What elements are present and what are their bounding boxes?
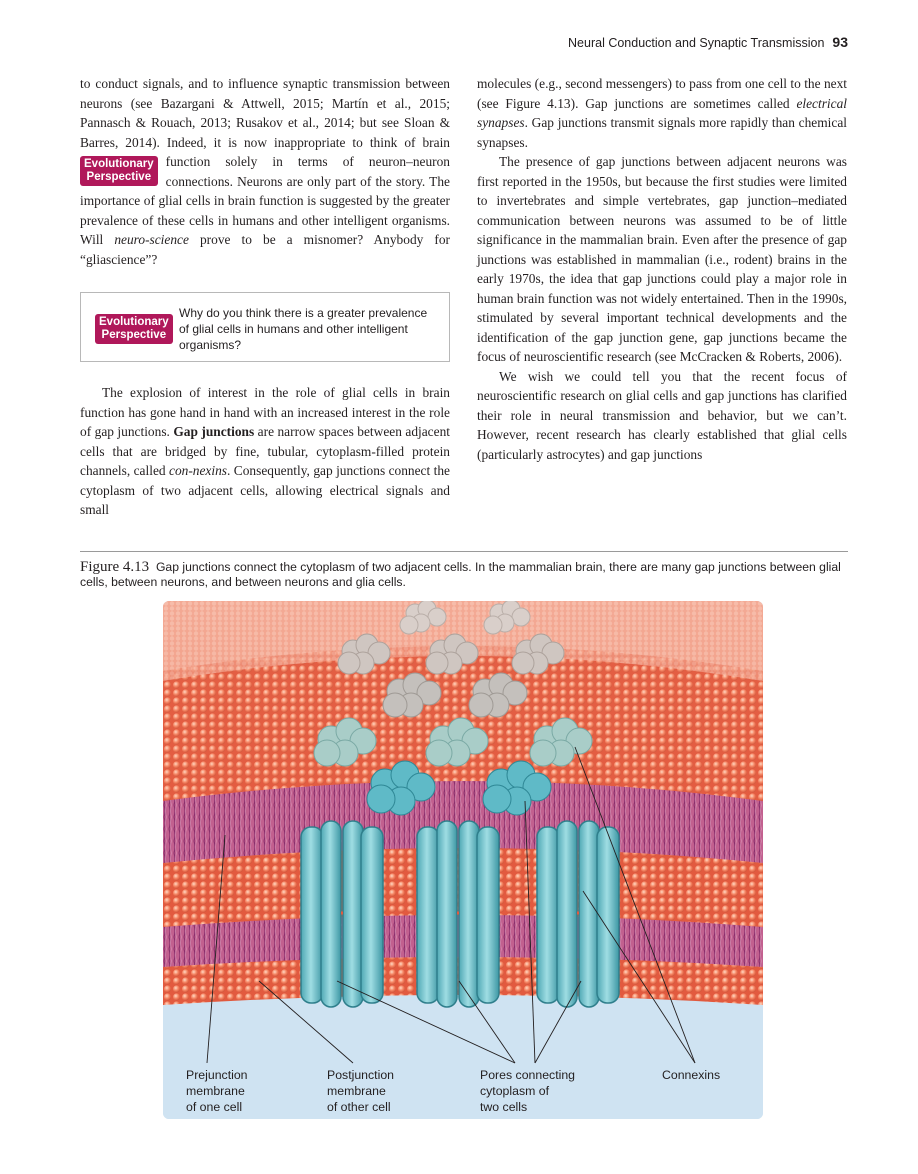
label-postjunction-line-3: of other cell (327, 1100, 391, 1114)
connexon-channels (301, 821, 619, 1007)
left-p2-text-c: . Consequently, gap junctions connect the cytoplasm of two adjacent cells, allowing electrical signals and small (80, 463, 450, 517)
label-pores-line-1: Pores connecting (480, 1068, 576, 1082)
question-text: Why do you think there is a greater prevalence of glial cells in humans and other intelligent organisms? (179, 306, 428, 352)
label-prejunction-line-2: membrane (186, 1084, 245, 1098)
right-p1-text-a: molecules (e.g., second messengers) to pass from one cell to the next (see Figure 4.13). Gap junctions are sometimes called (477, 76, 847, 111)
gap-junction-illustration (163, 601, 763, 1119)
figure-label: Figure 4.13 (80, 559, 150, 575)
running-title: Neural Conduction and Synaptic Transmission (568, 36, 825, 50)
left-column-upper (80, 74, 450, 269)
page-number: 93 (832, 34, 848, 50)
badge-line-2: Perspective (86, 171, 152, 183)
left-paragraph-2 (80, 383, 450, 520)
qbadge-line-1: Evolutionary (99, 316, 169, 328)
figure-caption-text: Gap junctions connect the cytoplasm of two adjacent cells. In the mammalian brain, there are many gap junctions between glial cells, between neurons, and between neurons and glia cells. (80, 560, 841, 589)
connexins-term: con-nexins (169, 463, 228, 478)
left-column-lower (80, 383, 450, 520)
label-postjunction-line-2: membrane (327, 1084, 386, 1098)
right-paragraph-2: The presence of gap junctions between adjacent neurons was first reported in the 1950s, but because the first studies were limited to invertebrates and simple vertebrates, gap junction–mediated communication between neurons was assumed to be of little significance in the mammalian brain. Even after the presence of gap junctions was established in mammalian (i.e., rodent) brains in the early 1970s, the idea that gap junctions could play a major role in human brain function was not widely entertained. Then in the 1990s, stimulated by several important technical developments and the identification of the gap junction gene, gap junctions became the focus of neuroscientific research (see McCracken & Roberts, 2006). (477, 154, 847, 364)
question-evolutionary-badge (95, 314, 173, 344)
evolutionary-perspective-badge (80, 156, 158, 186)
label-pores-line-3: two cells (480, 1100, 528, 1114)
label-postjunction (327, 1067, 394, 1115)
badge-line-1: Evolutionary (84, 158, 154, 170)
electrical-synapses-term: electrical synapses (477, 95, 847, 130)
label-connexins (662, 1067, 720, 1083)
figure-rule (80, 551, 848, 552)
right-paragraph-1 (477, 74, 847, 152)
label-prejunction-line-1: Prejunction (186, 1068, 248, 1082)
figure-caption (80, 560, 848, 590)
left-p2-text-b: are narrow spaces between adjacent cells that are bridged by fine, tubular, cytoplasm-filled protein channels, called (80, 424, 450, 478)
qbadge-line-2: Perspective (101, 329, 167, 341)
left-p1-emphasis: neuro-science (114, 232, 189, 247)
left-p2-text-a: The explosion of interest in the role of glial cells in brain function has gone hand in hand with an increased interest in the role of gap junctions. (80, 385, 450, 439)
gap-junction-svg (163, 601, 763, 1119)
label-prejunction (186, 1067, 248, 1115)
label-postjunction-line-1: Postjunction (327, 1068, 394, 1082)
gap-junctions-term: Gap junctions (173, 424, 255, 439)
label-pores (480, 1067, 575, 1115)
left-paragraph-1: to conduct signals, and to influence synaptic transmission between neurons (see Bazargani & Attwell, 2015; Martín et al., 2015; Pannasch & Rouach, 2013; Rusakov et al., 2014; but see Sloan & Barres, 2014). Indeed, it is now inappropriate to think of brain function solely in terms of neuron–neuron Evolutionary Perspective connections. Neurons are only part of the story. The importance of glial cells in brain function is suggested by the greater prevalence of these cells in humans and other intelligent organisms. Will neuro-science prove to be a misnomer? Anybody for “gliascience”? (80, 76, 450, 267)
label-pores-line-2: cytoplasm of (480, 1084, 550, 1098)
running-head (568, 34, 848, 50)
question-box (80, 292, 450, 362)
label-prejunction-line-3: of one cell (186, 1100, 243, 1114)
left-p1-text-b: prove to be a misnomer? Anybody for “gliascience”? (80, 232, 450, 267)
right-paragraph-3: We wish we could tell you that the recent focus of neuroscientific research on glial cells and gap junctions has clarified their role in neural transmission and behavior, but we can’t. However, recent research has clearly established that glial cells (particularly astrocytes) and gap junctions (477, 368, 847, 462)
label-connexins-line-1: Connexins (662, 1068, 721, 1082)
right-p1-text-b: . Gap junctions transmit signals more rapidly than chemical synapses. (477, 115, 847, 150)
right-column (477, 74, 847, 464)
